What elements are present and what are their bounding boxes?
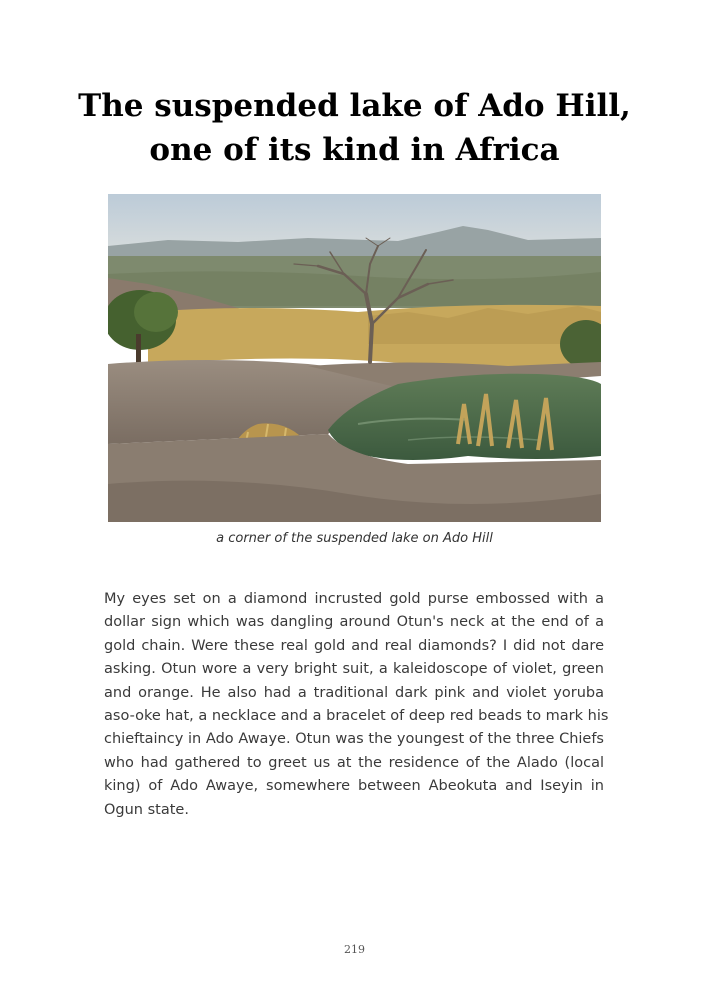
body-line: dollar sign which was dangling around Otun's neck at the end of a <box>104 614 604 631</box>
photo-caption: a corner of the suspended lake on Ado Hill <box>216 531 493 546</box>
title-line: The suspended lake of Ado Hill, <box>78 88 631 124</box>
body-line: aso-oke hat, a necklace and a bracelet of deep red beads to mark his <box>104 708 609 725</box>
body-line: My eyes set on a diamond incrusted gold purse embossed with a <box>104 591 604 607</box>
body-line: asking. Otun wore a very bright suit, a kaleidoscope of violet, green <box>104 661 604 678</box>
body-line: and orange. He also had a traditional dark pink and violet yoruba <box>104 684 604 701</box>
body-line: chieftaincy in Ado Awaye. Otun was the youngest of the three Chiefs <box>104 731 604 748</box>
body-paragraph <box>104 588 609 822</box>
title-line: one of its kind in Africa <box>149 132 560 168</box>
body-line: gold chain. Were these real gold and real diamonds? I did not dare <box>104 637 604 654</box>
body-line: Ogun state. <box>104 801 189 818</box>
body-line: who had gathered to greet us at the residence of the Alado (local <box>104 754 604 771</box>
page-title <box>60 84 649 172</box>
page-number: 219 <box>344 943 365 956</box>
lake-photo <box>108 194 601 522</box>
body-line: king) of Ado Awaye, somewhere between Abeokuta and Iseyin in <box>104 778 604 795</box>
